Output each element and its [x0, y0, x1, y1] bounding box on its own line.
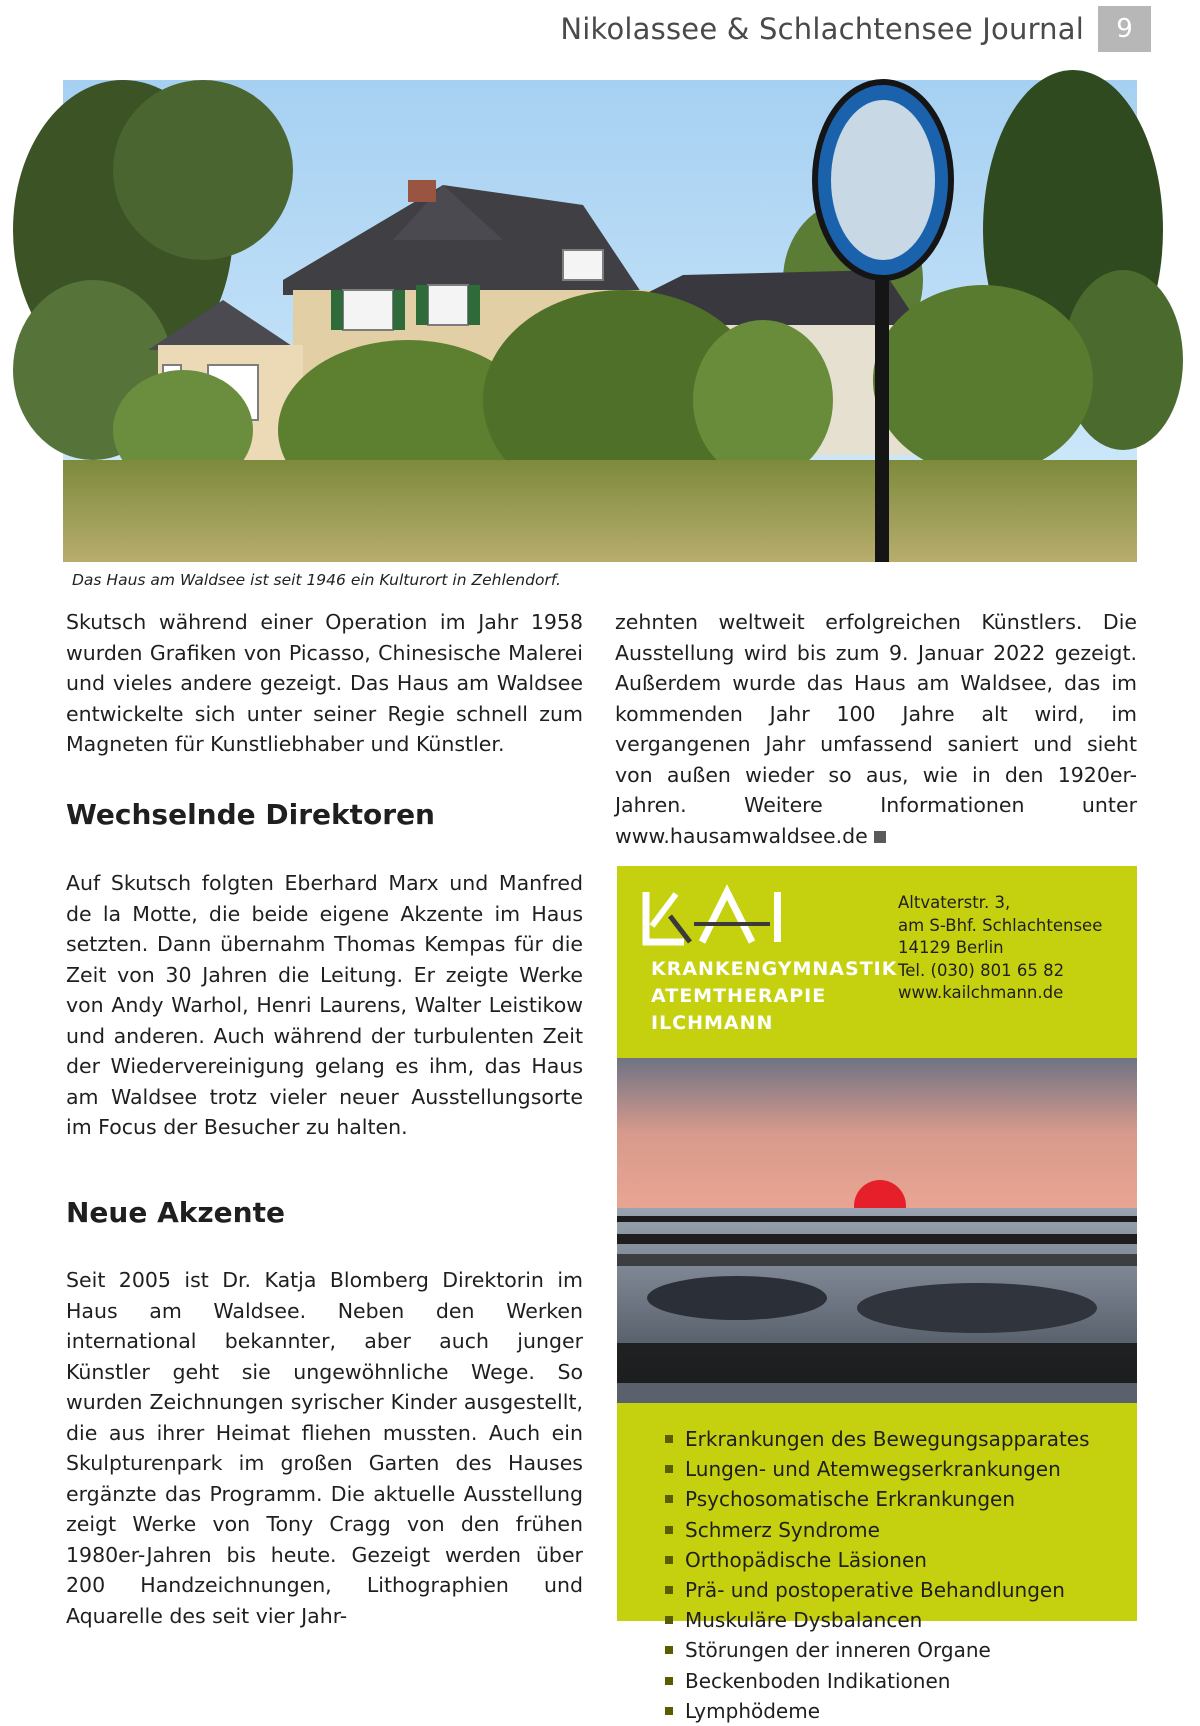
contact-website: www.kailchmann.de	[898, 983, 1064, 1002]
list-item: Lungen- und Atemwegserkrankungen	[665, 1454, 1090, 1484]
intro-paragraph: Skutsch während einer Operation im Jahr 1958 wurden Grafiken von Picasso, Chinesische Malerei und vieles andere gezeigt. Das Haus am Waldsee entwickelte sich unter seiner Regie schnell zum Magneten für Kunstliebhaber und Künstler.	[66, 610, 583, 756]
heading-wechselnde-direktoren: Wechselnde Direktoren	[66, 798, 435, 831]
service-atemtherapie: ATEMTHERAPIE	[651, 985, 827, 1007]
paragraph-ausstellung-text: zehnten weltweit erfolgreichen Künstlers. Die Ausstellung wird bis zum 9. Januar 2022 gezeigt. Außerdem wurde das Haus am Waldsee, das im kommenden Jahr 100 Jahre alt wird, im vergangenen Jahr umfassend saniert und sieht von außen wieder so aus, wie in den 1920er-Jahren. Weitere Informationen unter www.hausamwaldsee.de	[615, 610, 1137, 848]
journal-title: Nikolassee & Schlachtensee Journal	[560, 12, 1084, 46]
paragraph-direktoren: Auf Skutsch folgten Eberhard Marx und Manfred de la Motte, die beide eigene Akzente im Haus setzten. Dann übernahm Thomas Kempas für die Zeit von 30 Jahren die Leitung. Er zeigte Werke von Andy Warhol, Henri Laurens, Walter Leistikow und anderen. Auch während der turbulenten Zeit der Wiedervereinigung gelang es ihm, das Haus am Waldsee trotz vieler neuer Ausstellungsorte im Focus der Besucher zu halten.	[66, 871, 583, 1139]
kai-logo-icon	[642, 886, 812, 948]
sunset-sea-photo	[617, 1058, 1137, 1403]
list-item: Beckenboden Indikationen	[665, 1666, 1090, 1696]
bullet-icon	[665, 1435, 673, 1443]
list-item: Störungen der inneren Organe	[665, 1635, 1090, 1665]
list-item: Psychosomatische Erkrankungen	[665, 1484, 1090, 1514]
ad-services	[651, 956, 897, 1037]
sunset-illustration	[617, 1058, 1137, 1403]
bullet-icon	[665, 1465, 673, 1473]
end-square-icon	[874, 831, 886, 843]
bullet-icon	[665, 1707, 673, 1715]
photo-caption: Das Haus am Waldsee ist seit 1946 ein Kulturort in Zehlendorf.	[72, 571, 561, 589]
haus-am-waldsee-photo	[63, 80, 1137, 562]
list-item: Erkrankungen des Bewegungsapparates	[665, 1424, 1090, 1454]
list-item: Schmerz Syndrome	[665, 1515, 1090, 1545]
bullet-icon	[665, 1556, 673, 1564]
contact-station: am S-Bhf. Schlachtensee	[898, 915, 1103, 935]
list-item: Orthopädische Läsionen	[665, 1545, 1090, 1575]
bullet-icon	[665, 1646, 673, 1654]
contact-street: Altvaterstr. 3,	[898, 893, 1011, 912]
service-ilchmann: ILCHMANN	[651, 1012, 774, 1034]
bullet-icon	[665, 1677, 673, 1685]
bullet-icon	[665, 1616, 673, 1624]
list-item: Prä- und postoperative Behandlungen	[665, 1575, 1090, 1605]
bullet-icon	[665, 1495, 673, 1503]
paragraph-ausstellung	[615, 607, 1137, 851]
service-krankengymnastik: KRANKENGYMNASTIK	[651, 958, 898, 980]
paragraph-akzente: Seit 2005 ist Dr. Katja Blomberg Direktorin im Haus am Waldsee. Neben den Werken international bekannter, aber auch junger Künstler geht sie ungewöhnliche Wege. So wurden Zeichnungen syrischer Kinder ausgestellt, die aus ihrer Heimat fliehen mussten. Auch ein Skulpturenpark im großen Garten des Hauses ergänzte das Programm. Die aktuelle Ausstellung zeigt Werke von Tony Cragg von den frühen 1980er-Jahren bis heute. Gezeigt werden über 200 Handzeichnungen, Lithographien und Aquarelle des seit vier Jahr-	[66, 1268, 583, 1628]
bullet-icon	[665, 1526, 673, 1534]
house-illustration	[63, 80, 1137, 562]
contact-city: 14129 Berlin	[898, 938, 1004, 957]
contact-phone: Tel. (030) 801 65 82	[898, 960, 1065, 980]
page-number: 9	[1098, 6, 1151, 52]
heading-neue-akzente: Neue Akzente	[66, 1196, 285, 1229]
ad-contact	[898, 892, 1102, 1005]
kai-advertisement	[617, 866, 1137, 1723]
list-item: Muskuläre Dysbalancen	[665, 1605, 1090, 1635]
list-item: Lymphödeme	[665, 1696, 1090, 1726]
kai-logo	[642, 886, 812, 952]
bullet-icon	[665, 1586, 673, 1594]
treatment-list	[665, 1424, 1090, 1726]
